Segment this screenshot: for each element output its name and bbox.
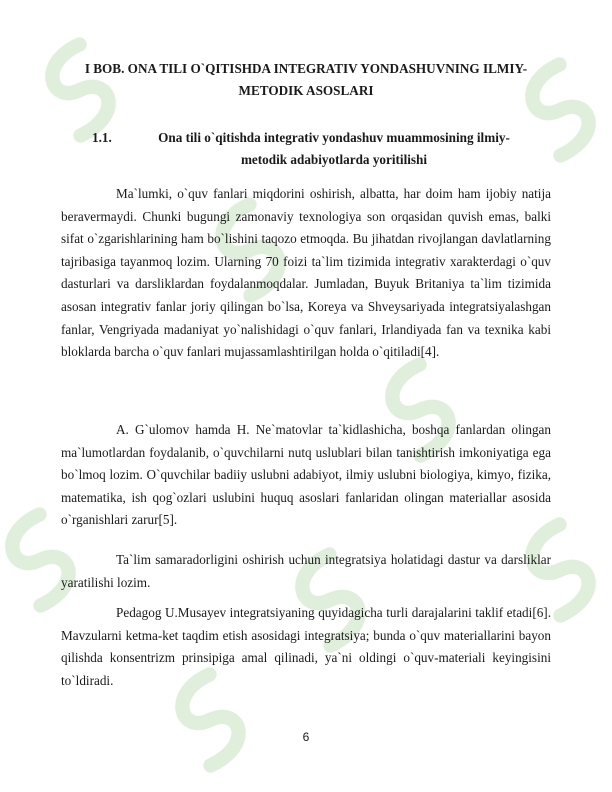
chapter-title: I BOB. ONA TILI O`QITISHDA INTEGRATIV YONDASHUVNING ILMIY-METODIK ASOSLARI — [84, 61, 528, 98]
paragraph-2: A. G`ulomov hamda H. Ne`matovlar ta`kidlashicha, boshqa fanlardan olingan ma`lumotlardan foydalanib, o`quvchilarni nutq uslublari bilan tanishtirish imkoniyatiga ega bo`lmoq lozim. O`quvchilar badiiy uslubni adabiyot, ilmiy uslubni biologiya, kimyo, fizika, matematika, ish qog`ozlari uslubini huquq asoslari fanlaridan olingan materiallar asosida o`rganishlari zarur[5]. — [61, 422, 551, 528]
paragraph-3: Ta`lim samaradorligini oshirish uchun integratsiya holatidagi dastur va darsliklar yaratilishi lozim. — [61, 552, 551, 590]
page-number: 6 — [302, 730, 310, 744]
section-number: 1.1. — [92, 130, 112, 145]
paragraph-4: Pedagog U.Musayev integratsiyaning quyidagicha turli darajalarini taklif etadi[6]. Mavzularni ketma-ket taqdim etish asosidagi integratsiya; bunda o`quv materiallarini bayon qilishda konsentrizm prinsipiga amal qilinadi, ya`ni oldingi o`quv-materiali keyingisini to`ldiradi. — [61, 605, 551, 688]
section-title: Ona tili o`qitishda integrativ yondashuv muammosining ilmiy-metodik adabiyotlarda yoritilishi — [158, 130, 510, 167]
paragraph-1: Ma`lumki, o`quv fanlari miqdorini oshirish, albatta, har doim ham ijobiy natija beravermaydi. Chunki bugungi zamonaviy texnologiya son orqasidan quvish emas, balki sifat o`zgarishlarining ham bo`lishini taqozo etmoqda. Bu jihatdan rivojlangan davlatlarning tajribasiga tayanmoq lozim. Ularning 70 foizi ta`lim tizimida integrativ xarakterdagi o`quv dasturlari va darsliklardan foydalanmoqdalar. Jumladan, Buyuk Britaniya ta`lim tizimida asosan integrativ fanlar joriy qilingan bo`lsa, Koreya va Shveysariyada integratsiyalashgan fanlar, Vengriyada madaniyat yo`nalishidagi o`quv fanlari, Irlandiyada fan va texnika kabi bloklarda barcha o`quv fanlari mujassamlashtirilgan holda o`qitiladi[4]. — [61, 186, 551, 360]
